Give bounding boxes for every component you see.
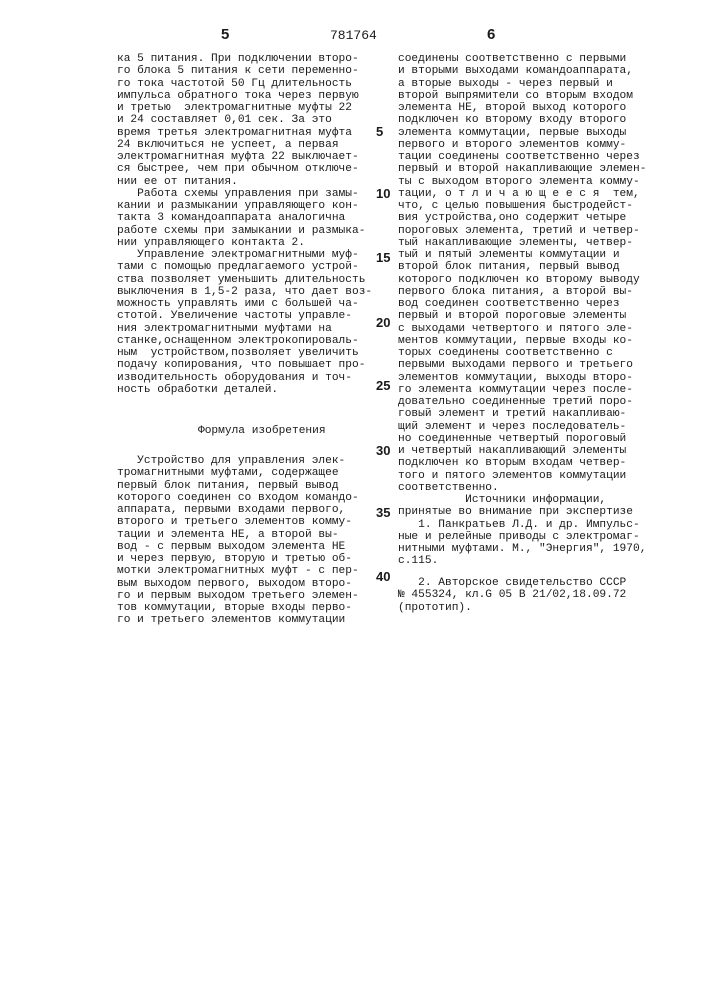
text-line: го элемента коммутации через после- xyxy=(398,384,646,396)
text-line: второго и третьего элементов комму- xyxy=(117,516,359,528)
line-number: 5 xyxy=(376,124,383,139)
claim-continuation xyxy=(398,53,646,494)
text-line: 24 включиться не успеет, а первая xyxy=(117,139,372,151)
line-number: 20 xyxy=(376,315,390,330)
text-line: электромагнитная муфта 22 выключает- xyxy=(117,151,372,163)
text-line: Устройство для управления элек- xyxy=(117,455,359,467)
text-line: а вторые выходы - через первый и xyxy=(398,78,646,90)
text-line: го и третьего элементов коммутации xyxy=(117,614,359,626)
text-line: второй блок питания, первый вывод xyxy=(398,261,646,273)
text-line: работе схемы при замыкании и размыка- xyxy=(117,225,372,237)
text-line: элементов коммутации, выходы второ- xyxy=(398,372,646,384)
text-line: го и первым выходом третьего элемен- xyxy=(117,590,359,602)
text-line: щий элемент и через последователь- xyxy=(398,421,646,433)
claim-text xyxy=(117,455,359,627)
text-line: и через первую, вторую и третью об- xyxy=(117,553,359,565)
text-line: элемента НЕ, второй выход которого xyxy=(398,102,646,114)
text-line: соответственно. xyxy=(398,482,646,494)
text-line: и четвертый накапливающий элементы xyxy=(398,445,646,457)
text-line: нии ее от питания. xyxy=(117,176,372,188)
text-line: говый элемент и третий накапливаю- xyxy=(398,408,646,420)
text-line: Источники информации, xyxy=(398,494,646,506)
text-line: подключен ко вторым входам четвер- xyxy=(398,457,646,469)
text-line: го блока 5 питания к сети переменно- xyxy=(117,65,372,77)
text-line: ментов коммутации, первые входы ко- xyxy=(398,335,646,347)
text-line: № 455324, кл.G 05 В 21/02,18.09.72 xyxy=(398,589,626,601)
text-line: мотки электромагнитных муфт - с пер- xyxy=(117,565,359,577)
text-line: соединены соответственно с первыми xyxy=(398,53,646,65)
text-line: торых соединены соответственно с xyxy=(398,347,646,359)
text-line: тации, о т л и ч а ю щ е е с я тем, xyxy=(398,188,646,200)
line-number: 25 xyxy=(376,378,390,393)
text-line: подключен ко второму входу второго xyxy=(398,114,646,126)
text-line: и третью электромагнитные муфты 22 xyxy=(117,102,372,114)
text-line: которого соединен со входом командо- xyxy=(117,492,359,504)
text-line: первый и второй пороговые элементы xyxy=(398,310,646,322)
text-line: с выходами четвертого и пятого эле- xyxy=(398,323,646,335)
text-line: что, с целью повышения быстродейст- xyxy=(398,200,646,212)
text-line: такта 3 командоаппарата аналогична xyxy=(117,212,372,224)
text-line: вым выходом первого, выходом второ- xyxy=(117,578,359,590)
text-line: тромагнитными муфтами, содержащее xyxy=(117,467,359,479)
text-line: изводительность оборудования и точ- xyxy=(117,372,372,384)
text-line: Управление электромагнитными муф- xyxy=(117,249,372,261)
text-line: го тока частотой 50 Гц длительность xyxy=(117,78,372,90)
text-line: довательно соединенные третий поро- xyxy=(398,396,646,408)
text-line: нитными муфтами. М., "Энергия", 1970, xyxy=(398,543,646,555)
text-line: вод соединен соответственно через xyxy=(398,298,646,310)
text-line: первый и второй накапливающие элемен- xyxy=(398,163,646,175)
text-line: первый блок питания, первый вывод xyxy=(117,480,359,492)
text-line: 1. Панкратьев Л.Д. и др. Импульс- xyxy=(398,519,646,531)
text-line: элемента коммутации, первые выходы xyxy=(398,127,646,139)
text-line: ся быстрее, чем при обычном отключе- xyxy=(117,163,372,175)
text-line: тов коммутации, вторые входы перво- xyxy=(117,602,359,614)
text-line: ства позволяет уменьшить длительность xyxy=(117,274,372,286)
heading-text: Формула изобретения xyxy=(198,425,326,437)
page-number-left: 5 xyxy=(221,26,229,43)
line-number: 10 xyxy=(376,186,390,201)
text-line: и вторыми выходами командоаппарата, xyxy=(398,65,646,77)
text-line: стотой. Увеличение частоты управле- xyxy=(117,310,372,322)
text-line: тации соединены соответственно через xyxy=(398,151,646,163)
text-line: второй выпрямители со вторым входом xyxy=(398,90,646,102)
text-line: импульса обратного тока через первую xyxy=(117,90,372,102)
text-line: время третья электромагнитная муфта xyxy=(117,127,372,139)
line-number: 40 xyxy=(376,569,390,584)
text-line: ность обработки деталей. xyxy=(117,384,372,396)
text-line: 2. Авторское свидетельство СССР xyxy=(398,577,626,589)
text-line: ты с выходом второго элемента комму- xyxy=(398,176,646,188)
reference-2 xyxy=(398,577,626,614)
text-line: первыми выходами первого и третьего xyxy=(398,359,646,371)
text-line: (прототип). xyxy=(398,602,626,614)
text-line: выключения в 1,5-2 раза, что дает воз- xyxy=(117,286,372,298)
text-line: тый и пятый элементы коммутации и xyxy=(398,249,646,261)
sources-list xyxy=(398,494,646,568)
text-line: с.115. xyxy=(398,555,646,567)
text-line: первого блока питания, а второй вы- xyxy=(398,286,646,298)
text-line: станке,оснащенном электрокопироваль- xyxy=(117,335,372,347)
text-line: первого и второго элементов комму- xyxy=(398,139,646,151)
text-line: ка 5 питания. При подключении второ- xyxy=(117,53,372,65)
page-number-right: 6 xyxy=(487,26,495,43)
text-line: пороговых элемента, третий и четвер- xyxy=(398,225,646,237)
document-number: 781764 xyxy=(330,28,377,43)
text-line: ные и релейные приводы с электромаг- xyxy=(398,531,646,543)
text-line: которого подключен ко второму выводу xyxy=(398,274,646,286)
formula-heading xyxy=(198,425,326,437)
text-line: можность управлять ими с большей ча- xyxy=(117,298,372,310)
text-line: подачу копирования, что повышает про- xyxy=(117,359,372,371)
text-line: ным устройством,позволяет увеличить xyxy=(117,347,372,359)
text-line: и 24 составляет 0,01 сек. За это xyxy=(117,114,372,126)
text-line: ния электромагнитными муфтами на xyxy=(117,323,372,335)
text-line: нии управляющего контакта 2. xyxy=(117,237,372,249)
text-line: вия устройства,оно содержит четыре xyxy=(398,212,646,224)
text-line: принятые во внимание при экспертизе xyxy=(398,506,646,518)
line-number: 15 xyxy=(376,250,390,265)
text-line: кании и размыкании управляющего кон- xyxy=(117,200,372,212)
line-number: 30 xyxy=(376,443,390,458)
text-line: Работа схемы управления при замы- xyxy=(117,188,372,200)
text-line: но соединенные четвертый пороговый xyxy=(398,433,646,445)
text-line: вод - с первым выходом элемента НЕ xyxy=(117,541,359,553)
line-number: 35 xyxy=(376,505,390,520)
text-line: аппарата, первыми входами первого, xyxy=(117,504,359,516)
description-text xyxy=(117,53,372,396)
text-line: тации и элемента НЕ, а второй вы- xyxy=(117,529,359,541)
text-line: того и пятого элементов коммутации xyxy=(398,470,646,482)
text-line: тый накапливающие элементы, четвер- xyxy=(398,237,646,249)
text-line: тами с помощью предлагаемого устрой- xyxy=(117,261,372,273)
